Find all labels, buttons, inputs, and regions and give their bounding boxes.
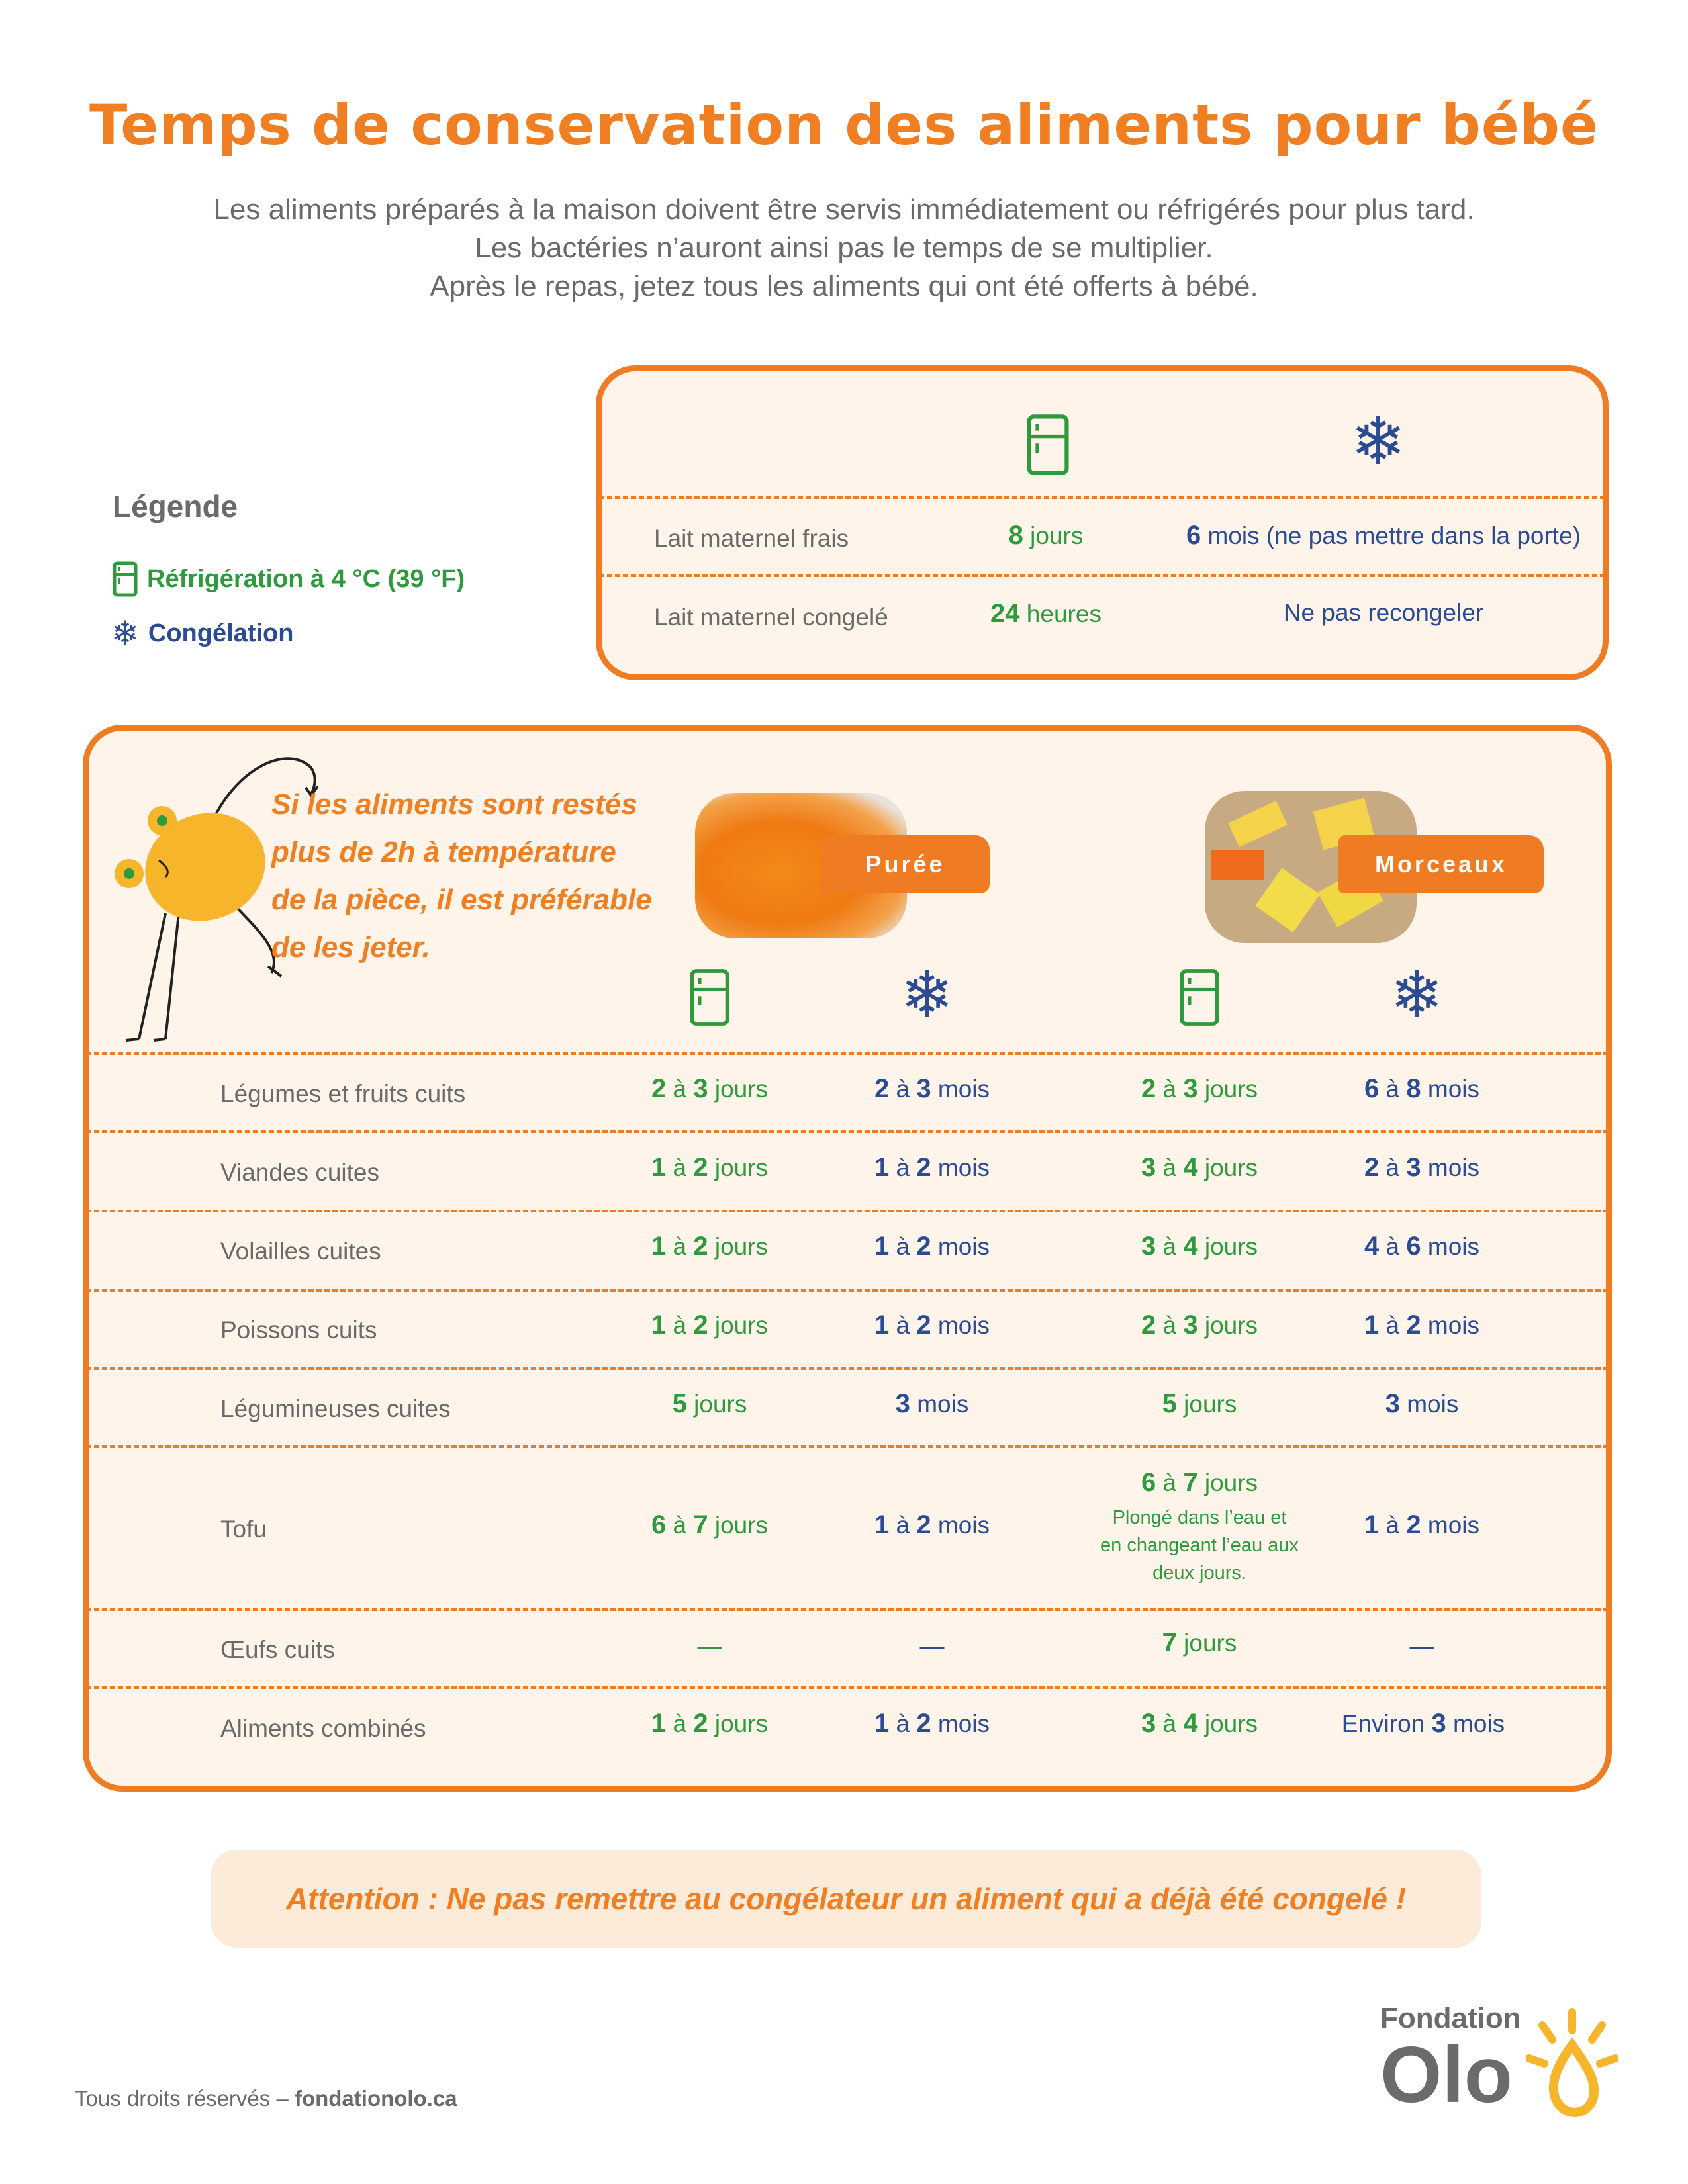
food-row-label: Légumineuses cuites <box>220 1395 451 1422</box>
divider <box>86 1210 1609 1212</box>
note-line: plus de 2h à température <box>271 836 616 868</box>
morceaux-fridge: 2 à 3 jours <box>1141 1310 1258 1340</box>
intro-line-2: Les bactéries n’auront ainsi pas le temps de se multiplier. <box>475 232 1213 264</box>
website-link[interactable]: fondationolo.ca <box>294 2086 457 2111</box>
morceaux-fridge: 5 jours <box>1162 1389 1237 1418</box>
morceaux-freeze: 6 à 8 mois <box>1364 1074 1480 1103</box>
food-row-label: Tofu <box>220 1516 267 1543</box>
divider <box>86 1367 1609 1370</box>
sun-egg-icon <box>1526 2005 1618 2118</box>
divider <box>599 574 1605 577</box>
divider <box>86 1052 1609 1055</box>
legend-fridge <box>113 561 465 597</box>
puree-freeze: 1 à 2 mois <box>874 1510 990 1539</box>
milk-row-label: Lait maternel congelé <box>654 604 888 631</box>
note-line: de les jeter. <box>271 931 430 964</box>
puree-freeze: 3 mois <box>895 1389 969 1418</box>
morceaux-fridge: 2 à 3 jours <box>1141 1074 1258 1103</box>
morceaux-label: Morceaux <box>1338 835 1544 893</box>
logo-line-2: Olo <box>1380 2030 1513 2119</box>
food-row-label: Viandes cuites <box>220 1159 379 1186</box>
snowflake-icon: ❄ <box>1390 960 1444 1030</box>
intro-line-3: Après le repas, jetez tous les aliments qui ont été offerts à bébé. <box>430 270 1258 302</box>
divider <box>599 496 1605 499</box>
morceaux-freeze: 1 à 2 mois <box>1364 1510 1480 1539</box>
attention-banner: Attention : Ne pas remettre au congélateur un aliment qui a déjà été congelé ! <box>211 1850 1481 1948</box>
puree-fridge: 6 à 7 jours <box>651 1510 769 1539</box>
morceaux-fridge: 7 jours <box>1162 1628 1237 1657</box>
food-row-label: Aliments combinés <box>220 1715 426 1742</box>
rights-text: Tous droits réservés – <box>75 2086 295 2111</box>
fridge-icon <box>1025 413 1071 477</box>
food-row-label: Légumes et fruits cuits <box>220 1080 466 1107</box>
puree-fridge: 1 à 2 jours <box>651 1153 769 1182</box>
legend-fridge-label: Réfrigération à 4 °C (39 °F) <box>147 565 465 593</box>
morceaux-freeze: 4 à 6 mois <box>1364 1232 1480 1261</box>
morceaux-fridge: 3 à 4 jours <box>1141 1232 1258 1261</box>
divider <box>86 1686 1609 1689</box>
puree-fridge: 1 à 2 jours <box>651 1310 769 1340</box>
morceaux-fridge: 3 à 4 jours <box>1141 1153 1258 1182</box>
note-line: Si les aliments sont restés <box>271 788 637 821</box>
divider <box>86 1445 1609 1448</box>
morceaux-freeze: 3 mois <box>1385 1389 1459 1418</box>
fridge-icon <box>1178 968 1221 1027</box>
puree-fridge: — <box>697 1632 722 1659</box>
milk-row-label: Lait maternel frais <box>654 525 849 552</box>
morceaux-freeze: Environ 3 mois <box>1341 1709 1505 1738</box>
logo-line-1: Fondation <box>1380 2002 1521 2034</box>
tofu-storage-note: Plongé dans l’eau et en changeant l’eau aux deux jours. <box>1100 1507 1299 1584</box>
puree-fridge: 1 à 2 jours <box>651 1709 769 1738</box>
divider <box>86 1289 1609 1292</box>
snowflake-icon: ❄ <box>111 615 139 652</box>
puree-freeze: — <box>919 1632 945 1659</box>
puree-freeze: 1 à 2 mois <box>874 1153 990 1182</box>
intro-line-1: Les aliments préparés à la maison doivent être servis immédiatement ou réfrigérés pour plus tard. <box>213 193 1475 226</box>
puree-fridge: 5 jours <box>672 1389 747 1418</box>
morceaux-freeze: 1 à 2 mois <box>1364 1310 1480 1340</box>
morceaux-freeze: 2 à 3 mois <box>1364 1153 1480 1182</box>
snowflake-icon: ❄ <box>1350 404 1406 478</box>
divider <box>86 1608 1609 1611</box>
snowflake-icon: ❄ <box>900 960 954 1030</box>
milk-frozen-freeze: Ne pas recongeler <box>1283 599 1484 626</box>
puree-freeze: 2 à 3 mois <box>874 1074 990 1103</box>
note-line: de la pièce, il est préférable <box>271 884 652 916</box>
footer-text <box>75 2086 457 2111</box>
milk-fresh-fridge: 8 jours <box>1008 521 1084 550</box>
legend-title: Légende <box>113 489 238 523</box>
food-row-label: Œufs cuits <box>220 1636 335 1663</box>
page-title: Temps de conservation des aliments pour bébé <box>89 93 1599 158</box>
legend-freeze-label: Congélation <box>148 619 294 647</box>
food-row-label: Poissons cuits <box>220 1316 377 1343</box>
puree-fridge: 1 à 2 jours <box>651 1232 769 1261</box>
fridge-icon <box>688 968 731 1027</box>
morceaux-freeze: — <box>1409 1632 1434 1659</box>
legend-freeze <box>111 617 293 650</box>
food-row-label: Volailles cuites <box>220 1238 381 1265</box>
milk-frozen-fridge: 24 heures <box>990 599 1102 628</box>
puree-freeze: 1 à 2 mois <box>874 1310 990 1340</box>
intro-text <box>0 191 1688 306</box>
morceaux-fridge: 6 à 7 jours <box>1141 1468 1258 1497</box>
olo-logo <box>1380 2002 1521 2119</box>
puree-label: Purée <box>821 835 990 893</box>
puree-freeze: 1 à 2 mois <box>874 1709 990 1738</box>
puree-freeze: 1 à 2 mois <box>874 1232 990 1261</box>
puree-fridge: 2 à 3 jours <box>651 1074 769 1103</box>
divider <box>86 1130 1609 1133</box>
warning-note <box>271 781 652 972</box>
fridge-icon <box>113 561 138 597</box>
morceaux-fridge: 3 à 4 jours <box>1141 1709 1258 1738</box>
milk-fresh-freeze: 6 mois (ne pas mettre dans la porte) <box>1186 521 1581 550</box>
